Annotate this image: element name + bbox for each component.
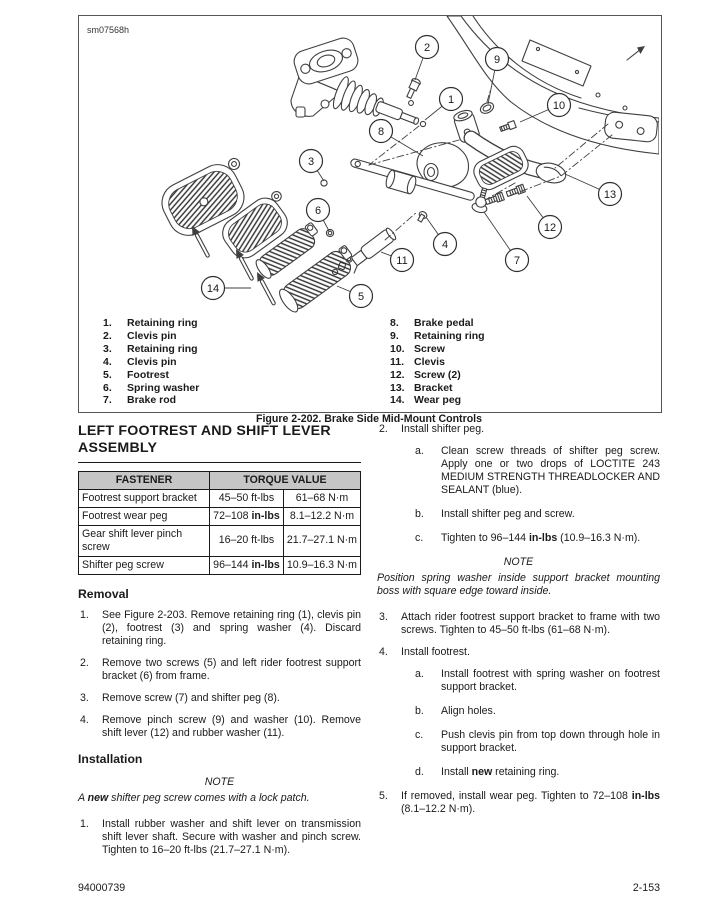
footer-part-number: 94000739	[78, 882, 126, 894]
right-column	[377, 423, 660, 825]
retaining-ring-9-drawing	[479, 100, 496, 115]
note-text: Position spring washer inside support bracket mounting boss with square edge toward inside.	[377, 572, 660, 597]
part-item: 8. Brake pedal	[390, 317, 474, 329]
footer-page-number: 2-153	[632, 882, 660, 894]
torque-table	[78, 471, 361, 575]
parts-list-right	[390, 317, 485, 407]
svg-text:9: 9	[493, 53, 501, 66]
table-row: Footrest wear peg 72–108 in-lbs 8.1–12.2 N·m	[79, 507, 361, 525]
part-item: 13. Bracket	[390, 381, 453, 394]
part-item: 10. Screw	[390, 342, 445, 355]
install-step-4b: b. Align holes.	[415, 705, 496, 717]
svg-text:5: 5	[357, 290, 365, 303]
install-step-2: 2. Install shifter peg.	[379, 423, 485, 435]
svg-text:13: 13	[603, 188, 617, 201]
exploded-diagram	[79, 16, 659, 316]
note-label: NOTE	[204, 775, 235, 788]
figure-box	[78, 15, 662, 413]
table-row: Shifter peg screw 96–144 in-lbs 10.9–16.3 N·m	[79, 556, 361, 574]
figure-caption: Figure 2-202. Brake Side Mid-Mount Controls	[255, 413, 483, 425]
svg-text:4: 4	[441, 238, 449, 251]
part-item: 5. Footrest	[103, 368, 169, 381]
removal-heading: Removal	[78, 586, 129, 601]
callout-3	[300, 150, 325, 182]
install-step-2a: a. Clean screw threads of shifter peg screw. Apply one or two drops of LOCTITE 243 MEDIUM STRENGTH THREADLOCKER AND SEALANT (blue).	[415, 445, 660, 496]
part-item: 11. Clevis	[390, 355, 445, 368]
callout-5	[337, 285, 373, 308]
callout-4	[426, 217, 457, 256]
removal-step-3: 3. Remove screw (7) and shifter peg (8).	[80, 691, 280, 704]
svg-text:7: 7	[513, 254, 521, 267]
install-step-3: 3. Attach rider footrest support bracket to frame with two screws. Tighten to 45–50 ft-lbs (61–68 N·m).	[379, 611, 660, 636]
callout-2	[415, 36, 439, 81]
screw-4-drawing	[416, 210, 428, 223]
torque-table-header-torque: TORQUE VALUE	[209, 471, 360, 489]
callout-11	[381, 249, 414, 272]
bracket-drawing	[604, 111, 658, 142]
callout-7	[484, 212, 529, 272]
svg-text:12: 12	[543, 221, 557, 234]
part-item: 7. Brake rod	[103, 394, 177, 407]
part-item: 12. Screw (2)	[390, 368, 461, 381]
install-step-2b: b. Install shifter peg and screw.	[415, 508, 575, 520]
removal-step-1: 1. See Figure 2-203. Remove retaining ring (1), clevis pin (2), footrest (3) and spring washer (4). Discard retaining ring.	[80, 608, 361, 647]
removal-step-2: 2. Remove two screws (5) and left rider footrest support bracket (6) from frame.	[80, 656, 361, 682]
install-step-2c: c. Tighten to 96–144 in-lbs (10.9–16.3 N·m).	[415, 532, 641, 544]
screw-10-drawing	[499, 121, 516, 133]
svg-text:3: 3	[307, 155, 315, 168]
table-row: Gear shift lever pinch screw 16–20 ft-lbs 21.7–27.1 N·m	[79, 525, 361, 556]
callout-14	[202, 277, 252, 300]
install-step-5: 5. If removed, install wear peg. Tighten to 72–108 in-lbs (8.1–12.2 N·m).	[379, 790, 660, 815]
callout-13	[565, 174, 622, 206]
svg-text:1: 1	[447, 93, 455, 106]
svg-text:6: 6	[314, 204, 322, 217]
installation-step-1: 1. Install rubber washer and shift lever on transmission shift lever shaft. Secure with washer and pinch screw. Tighten to 16–20 ft-lbs (21.7–27.1 N·m).	[80, 817, 361, 856]
svg-text:11: 11	[396, 254, 408, 267]
callout-8	[370, 120, 424, 157]
left-column	[78, 423, 361, 866]
svg-text:10: 10	[552, 99, 566, 112]
removal-step-4: 4. Remove pinch screw (9) and washer (10). Remove shift lever (12) and rubber washer (11).	[80, 713, 361, 739]
section-title: LEFT FOOTREST AND SHIFT LEVER ASSEMBLY	[78, 423, 361, 463]
part-item: 6. Spring washer	[103, 381, 200, 394]
spring-washer-drawing	[326, 229, 333, 236]
install-step-4c: c. Push clevis pin from top down through hole in support bracket.	[415, 729, 660, 754]
callout-12	[527, 196, 562, 239]
part-item: 14. Wear peg	[390, 394, 462, 407]
note-label: NOTE	[503, 556, 534, 568]
torque-table-header-fastener: FASTENER	[79, 471, 210, 489]
svg-text:8: 8	[377, 125, 385, 138]
screw-2-drawing	[405, 77, 422, 105]
part-item: 3. Retaining ring	[103, 342, 198, 355]
note-text: A new shifter peg screw comes with a lock patch.	[78, 791, 310, 804]
installation-heading: Installation	[78, 751, 143, 766]
svg-text:14: 14	[206, 282, 220, 295]
install-step-4a: a. Install footrest with spring washer on footrest support bracket.	[415, 668, 660, 693]
figure-image-id: sm07568h	[87, 25, 130, 35]
part-item: 4. Clevis pin	[103, 355, 177, 368]
table-row: Footrest support bracket 45–50 ft-lbs 61–68 N·m	[79, 489, 361, 507]
svg-text:2: 2	[423, 41, 431, 54]
install-step-4d: d. Install new retaining ring.	[415, 766, 560, 778]
parts-list-left	[103, 317, 199, 407]
part-item: 9. Retaining ring	[390, 329, 485, 342]
part-item: 2. Clevis pin	[103, 329, 177, 342]
install-step-4: 4. Install footrest.	[379, 646, 470, 658]
part-item: 1. Retaining ring	[103, 317, 198, 329]
master-cylinder-drawing	[291, 35, 426, 127]
